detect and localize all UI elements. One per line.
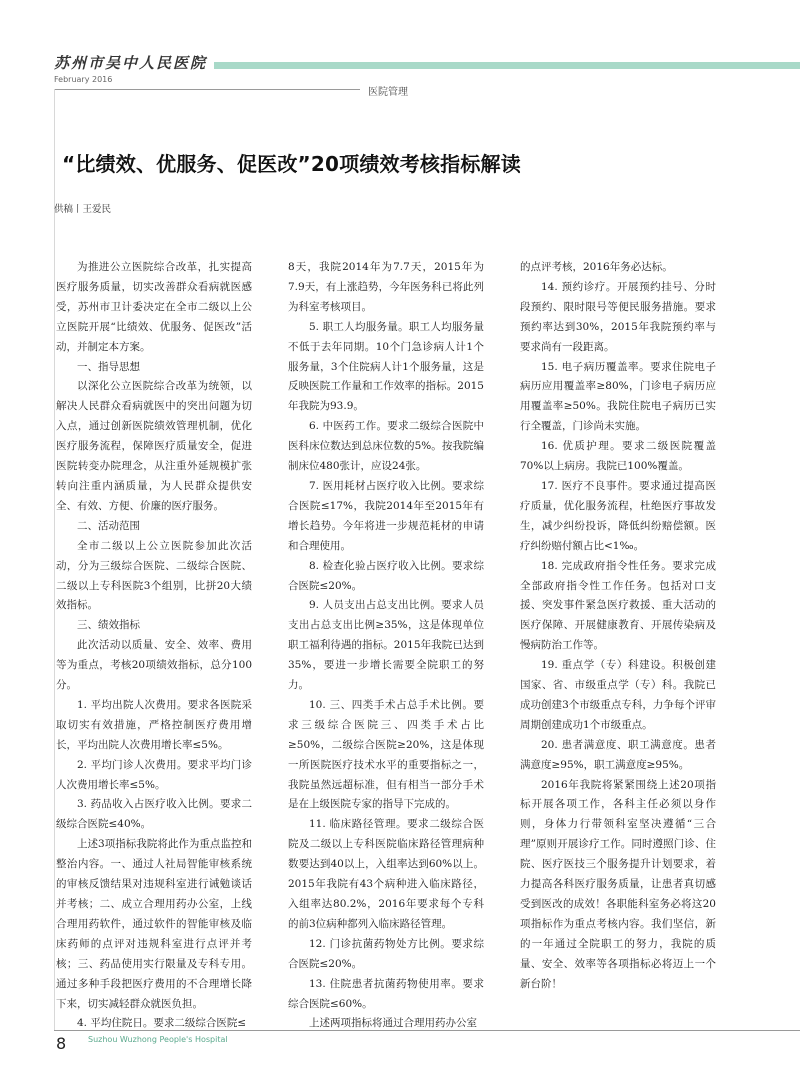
section-heading: 一、指导思想 <box>77 360 140 373</box>
text-column-3 <box>520 258 716 995</box>
paragraph: 18. 完成政府指令性任务。要求完成全部政府指令性工作任务。包括对口支援、突发事件紧急医疗救援、重大活动的医疗保障、开展健康教育、开展传染病及慢病防治工作等。 <box>520 559 716 652</box>
paragraph: 上述3项指标我院将此作为重点监控和整治内容。一、通过人社局智能审核系统的审核反馈结果对违规科室进行诫勉谈话并考核；二、成立合理用药办公室，上线合理用药软件，通过软件的智能审核及临床药师的点评对违规科室进行点评并考核；三、药品使用实行限量及专科专用。通过多种手段把医疗费用的不合理增长降下来，切实减轻群众就医负担。 <box>56 838 252 1010</box>
paragraph: 的点评考核，2016年务必达标。 <box>520 261 673 273</box>
paragraph: 17. 医疗不良事件。要求通过提高医疗质量，优化服务流程，杜绝医疗事故发生，减少纠纷投诉，降低纠纷赔偿额。医疗纠纷赔付额占比<1‰。 <box>520 479 716 552</box>
paragraph: 此次活动以质量、安全、效率、费用等为重点，考核20项绩效指标，总分100分。 <box>56 639 252 692</box>
paragraph: 3. 药品收入占医疗收入比例。要求二级综合医院≤40%。 <box>56 798 252 831</box>
paragraph: 以深化公立医院综合改革为统领，以解决人民群众看病就医中的突出问题为切入点，通过创新医院绩效管理机制，优化医疗服务流程，保障医疗质量安全，促进医院转变办院理念，从注重外延规模扩张转向注重内涵质量，为人民群众提供安全、有效、方便、价廉的医疗服务。 <box>56 380 252 512</box>
paragraph: 13. 住院患者抗菌药物使用率。要求综合医院≤60%。 <box>288 977 484 1010</box>
article-title: “比绩效、优服务、促医改”20项绩效考核指标解读 <box>62 152 521 176</box>
issue-date: February 2016 <box>54 75 113 84</box>
footer-hospital-name: Suzhou Wuzhong People's Hospital <box>88 1035 228 1044</box>
text-column-2 <box>288 258 484 1034</box>
journal-masthead: 苏州市吴中人民医院 <box>54 54 208 72</box>
paragraph: 20. 患者满意度、职工满意度。患者满意度≥95%，职工满意度≥95%。 <box>520 738 716 771</box>
paragraph: 14. 预约诊疗。开展预约挂号、分时段预约、限时限号等便民服务措施。要求预约率达到30%，2015年我院预约率与要求尚有一段距离。 <box>520 280 716 353</box>
footer-rule <box>54 1030 800 1031</box>
paragraph: 6. 中医药工作。要求二级综合医院中医科床位数达到总床位数的5%。按我院编制床位480张计，应设24张。 <box>288 420 484 473</box>
paragraph: 全市二级以上公立医院参加此次活动，分为三级综合医院、二级综合医院、二级以上专科医院3个组别，比拼20大绩效指标。 <box>56 539 252 612</box>
paragraph: 9. 人员支出占总支出比例。要求人员支出占总支出比例≥35%，这是体现单位职工福利待遇的指标。2015年我院已达到35%，要进一步增长需要全院职工的努力。 <box>288 599 484 692</box>
paragraph: 2016年我院将紧紧围绕上述20项指标开展各项工作，各科主任必须以身作则，身体力行带领科室坚决遵循“三合理”原则开展诊疗工作。同时遵照门诊、住院、医疗医技三个服务提升计划要求，着力提高各科医疗服务质量，让患者真切感受到医改的成效！各职能科室务必将这20项指标作为重点考核内容。我们坚信，新的一年通过全院职工的努力，我院的质量、安全、效率等各项指标必将迈上一个新台阶！ <box>520 778 716 990</box>
paragraph: 5. 职工人均服务量。职工人均服务量不低于去年同期。10个门急诊病人计1个服务量，3个住院病人计1个服务量，这是反映医院工作量和工作效率的指标。2015年我院为93.9。 <box>288 320 484 413</box>
paragraph: 7. 医用耗材占医疗收入比例。要求综合医院≤17%，我院2014年至2015年有增长趋势。今年将进一步规范耗材的申请和合理使用。 <box>288 479 484 552</box>
paragraph: 2. 平均门诊人次费用。要求平均门诊人次费用增长率≤5%。 <box>56 758 252 791</box>
paragraph: 15. 电子病历覆盖率。要求住院电子病历应用覆盖率≥80%，门诊电子病历应用覆盖率≥50%。我院住院电子病历已实行全覆盖，门诊尚未实施。 <box>520 360 716 433</box>
section-heading: 三、绩效指标 <box>77 619 140 632</box>
paragraph: 8. 检查化验占医疗收入比例。要求综合医院≤20%。 <box>288 559 484 592</box>
left-margin-rule <box>54 89 55 1030</box>
section-heading: 二、活动范围 <box>77 519 140 532</box>
paragraph: 16. 优质护理。要求二级医院覆盖70%以上病房。我院已100%覆盖。 <box>520 440 716 473</box>
paragraph: 1. 平均出院人次费用。要求各医院采取切实有效措施，严格控制医疗费用增长，平均出院人次费用增长率≤5%。 <box>56 698 252 751</box>
paragraph: 12. 门诊抗菌药物处方比例。要求综合医院≤20%。 <box>288 937 484 970</box>
page-number: 8 <box>56 1034 67 1053</box>
text-column-1 <box>56 258 252 1034</box>
header-rule <box>54 89 360 90</box>
article-byline: 供稿丨王爱民 <box>54 204 112 215</box>
paragraph: 11. 临床路径管理。要求二级综合医院及二级以上专科医院临床路径管理病种数要达到40以上，入组率达到60%以上。2015年我院有43个病种进入临床路径，入组率达80.2%，2016年要求每个专科的前3位病种都列入临床路径管理。 <box>288 818 484 930</box>
paragraph: 为推进公立医院综合改革，扎实提高医疗服务质量，切实改善群众看病就医感受，苏州市卫计委决定在全市二级以上公立医院开展“比绩效、优服务、促医改”活动，并制定本方案。 <box>56 261 252 353</box>
paragraph: 19. 重点学（专）科建设。积极创建国家、省、市级重点学（专）科。我院已成功创建3个市级重点专科，力争每个评审周期创建成功1个市级重点。 <box>520 659 716 731</box>
section-label: 医院管理 <box>368 87 408 98</box>
paragraph: 10. 三、四类手术占总手术比例。要求三级综合医院三、四类手术占比≥50%，二级综合医院≥20%，这是体现一所医院医疗技术水平的重要指标之一，我院虽然远超标准，但有相当一部分手术是在上级医院专家的指导下完成的。 <box>288 698 484 811</box>
header-color-bar <box>214 62 800 69</box>
paragraph: 4. 平均住院日。要求二级综合医院≤ <box>77 1017 247 1030</box>
paragraph: 上述两项指标将通过合理用药办公室 <box>309 1017 477 1030</box>
paragraph: 8天，我院2014年为7.7天，2015年为7.9天，有上涨趋势，今年医务科已将此列为科室考核项目。 <box>288 261 484 313</box>
